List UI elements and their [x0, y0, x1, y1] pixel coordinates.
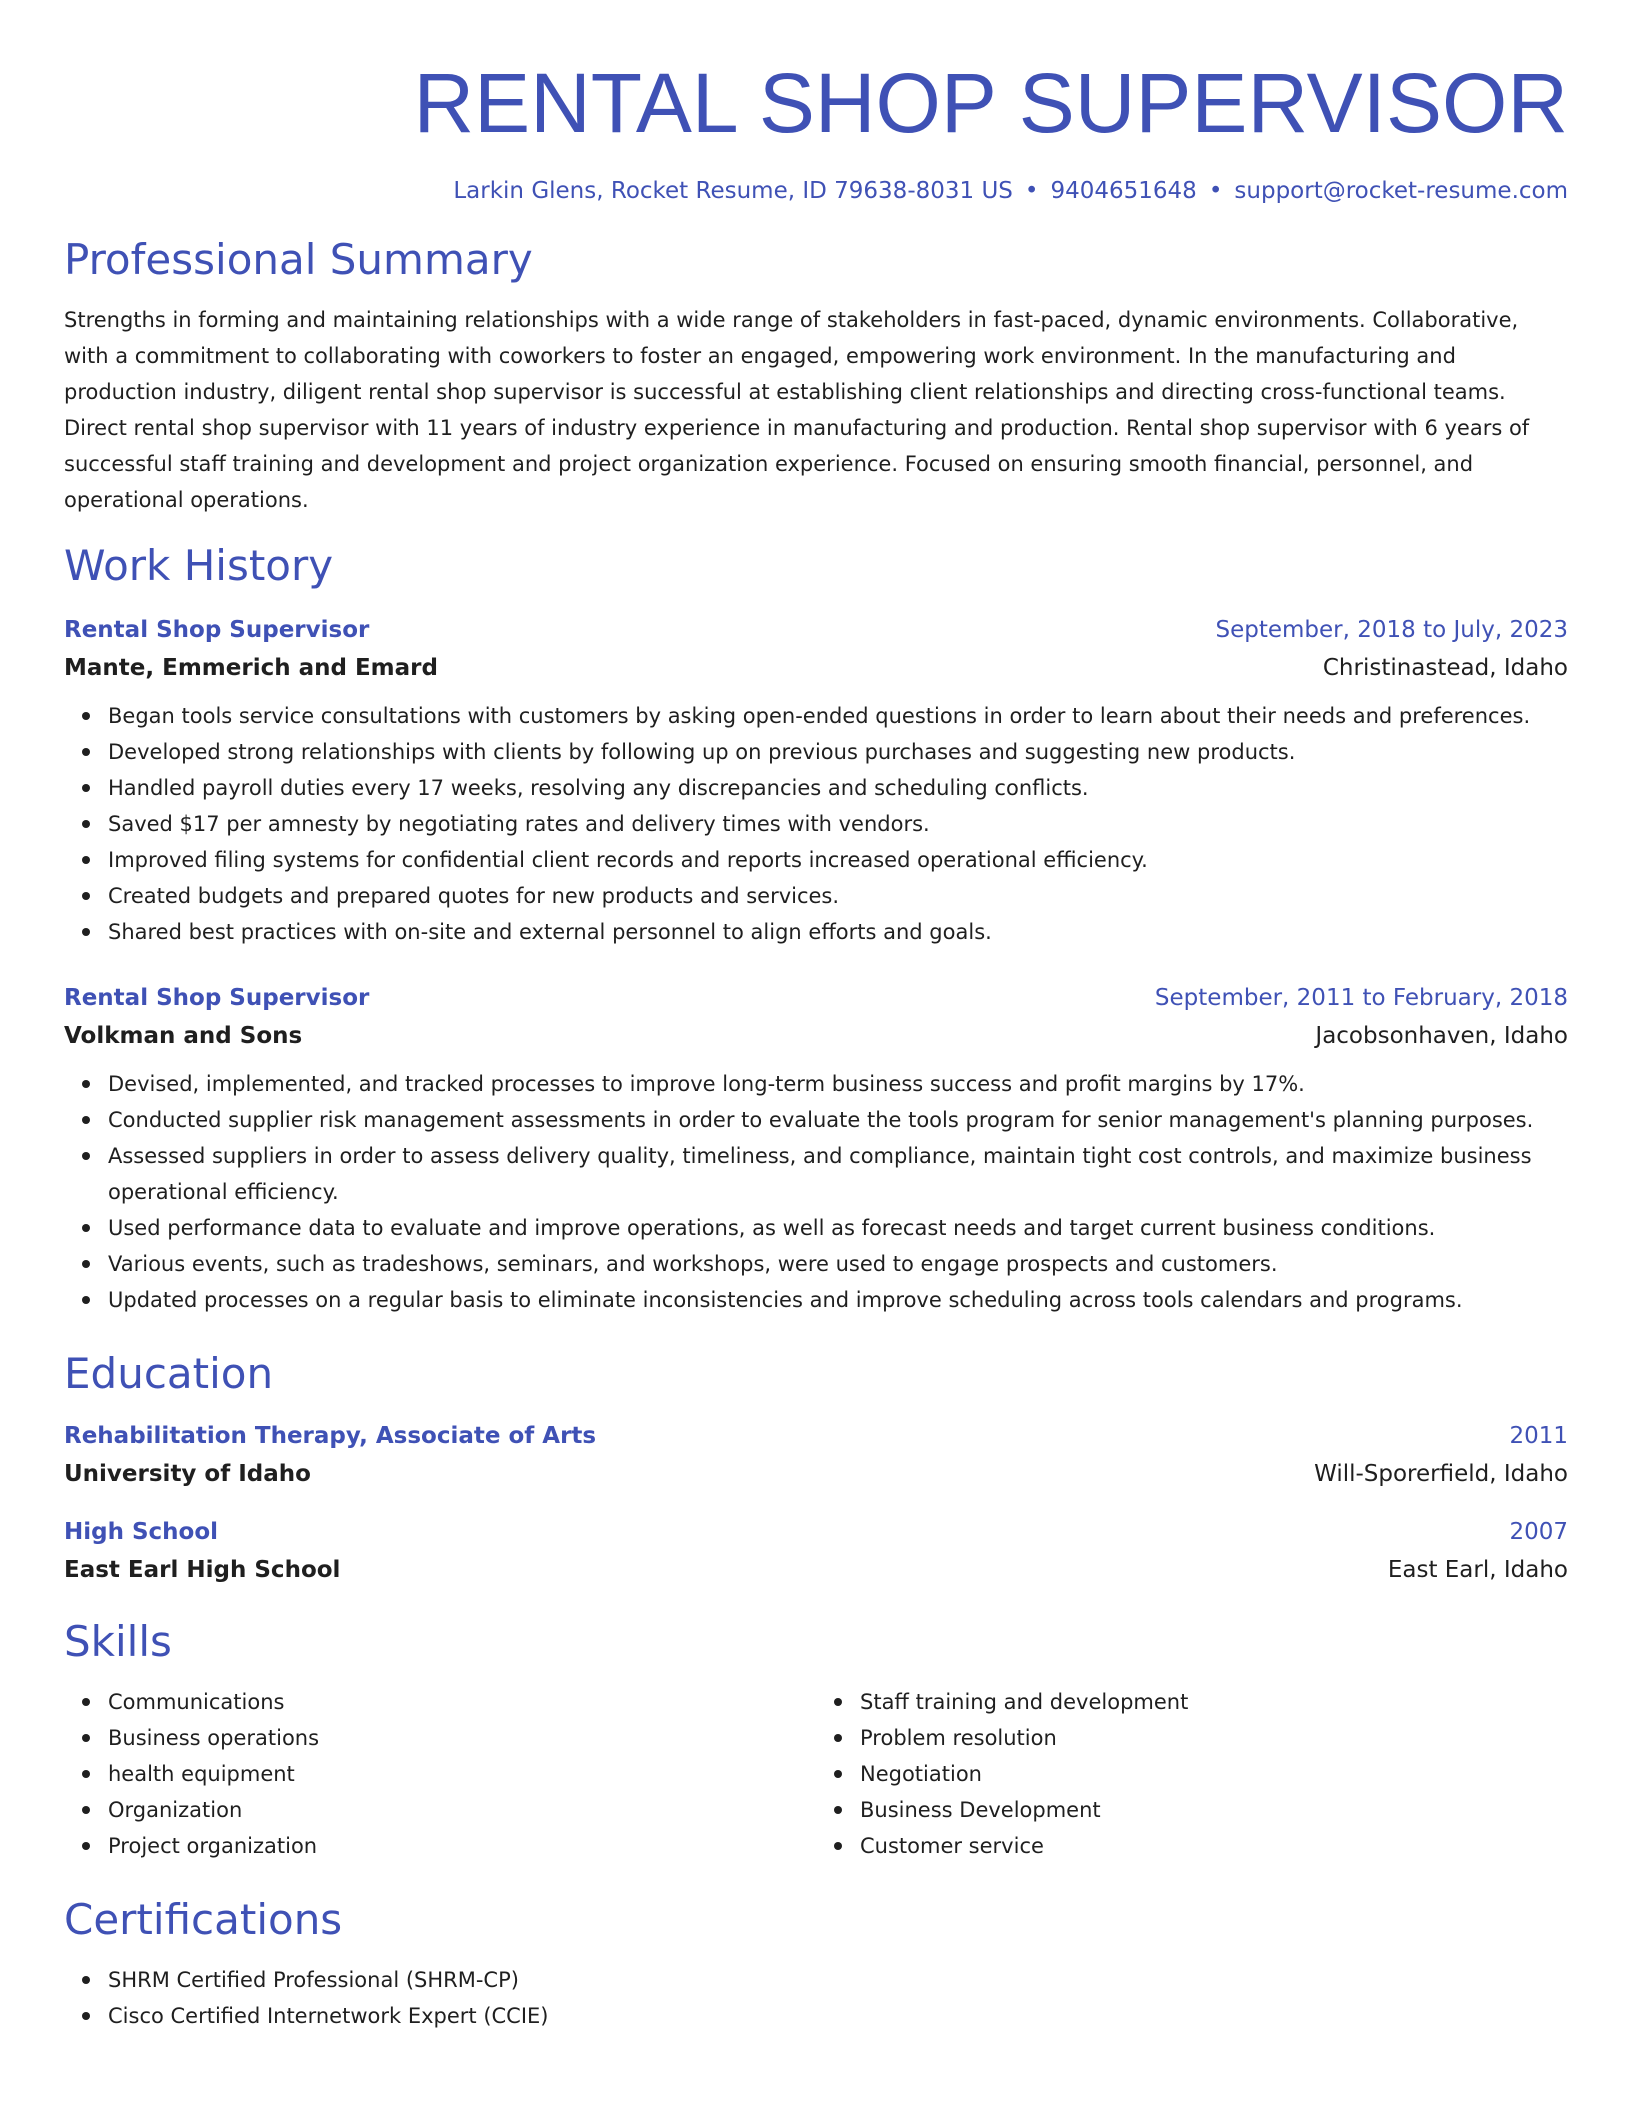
skill-item: health equipment [108, 1756, 816, 1792]
skill-item: Negotiation [860, 1756, 1568, 1792]
education-school: University of Idaho [64, 1461, 311, 1487]
skill-item: Organization [108, 1792, 816, 1828]
job-bullet: Assessed suppliers in order to assess delivery quality, timeliness, and compliance, maintain tight cost controls, and maximize business operational efficiency. [108, 1138, 1568, 1210]
job-company-row [64, 652, 1568, 684]
certification-item: SHRM Certified Professional (SHRM-CP) [108, 1962, 1568, 1998]
skill-item: Project organization [108, 1828, 816, 1864]
job-location: Jacobsonhaven, Idaho [1315, 1023, 1568, 1049]
section-title-certifications: Certifications [64, 1895, 343, 1944]
education-year: 2011 [1509, 1423, 1568, 1449]
skills-list-right [816, 1684, 1568, 1864]
education-location: East Earl, Idaho [1387, 1557, 1568, 1583]
education-degree: High School [64, 1519, 219, 1545]
education-degree: Rehabilitation Therapy, Associate of Arts [64, 1423, 597, 1449]
job-dates: September, 2011 to February, 2018 [1154, 985, 1568, 1011]
job-bullet: Conducted supplier risk management assessments in order to evaluate the tools program for senior management's planning purposes. [108, 1102, 1568, 1138]
certifications-list [64, 1962, 1568, 2034]
job-bullet: Updated processes on a regular basis to eliminate inconsistencies and improve scheduling across tools calendars and programs. [108, 1282, 1568, 1318]
education-entry [64, 1516, 1568, 1586]
section-title-work-history: Work History [64, 541, 334, 590]
job-bullet: Handled payroll duties every 17 weeks, resolving any discrepancies and scheduling conflicts. [108, 770, 1568, 806]
contact-separator: • [1024, 178, 1039, 204]
job-bullets [64, 698, 1568, 950]
job-bullet: Devised, implemented, and tracked processes to improve long-term business success and profit margins by 17%. [108, 1066, 1568, 1102]
job-role: Rental Shop Supervisor [64, 985, 370, 1011]
job-bullet: Began tools service consultations with customers by asking open-ended questions in order to learn about their needs and preferences. [108, 698, 1568, 734]
contact-address: Larkin Glens, Rocket Resume, ID 79638-8031 US [453, 178, 1013, 204]
job-entry [64, 982, 1568, 1318]
section-title-skills: Skills [64, 1617, 172, 1666]
education-school-row [64, 1458, 1568, 1490]
contact-email[interactable]: support@rocket-resume.com [1234, 178, 1568, 204]
job-bullet: Created budgets and prepared quotes for new products and services. [108, 878, 1568, 914]
section-title-education: Education [64, 1349, 274, 1398]
education-header-row [64, 1516, 1568, 1548]
job-header-row [64, 614, 1568, 646]
job-dates: September, 2018 to July, 2023 [1215, 617, 1568, 643]
job-bullet: Various events, such as tradeshows, seminars, and workshops, were used to engage prospects and customers. [108, 1246, 1568, 1282]
job-role: Rental Shop Supervisor [64, 617, 370, 643]
skill-item: Business Development [860, 1792, 1568, 1828]
job-bullet: Shared best practices with on-site and external personnel to align efforts and goals. [108, 914, 1568, 950]
summary-text: Strengths in forming and maintaining relationships with a wide range of stakeholders in fast-paced, dynamic environments. Collaborative, with a commitment to collaborating with coworkers to foster an engaged, empowering work environment. In the manufacturing and production industry, diligent rental shop supervisor is successful at establishing client relationships and directing cross-functional teams. Direct rental shop supervisor with 11 years of industry experience in manufacturing and production. Rental shop supervisor with 6 years of successful staff training and development and project organization experience. Focused on ensuring smooth financial, personnel, and operational operations. [64, 308, 1530, 512]
skill-item: Business operations [108, 1720, 816, 1756]
job-company-row [64, 1020, 1568, 1052]
contact-line [64, 176, 1568, 206]
education-header-row [64, 1420, 1568, 1452]
skill-item: Customer service [860, 1828, 1568, 1864]
education-location: Will-Sporerfield, Idaho [1314, 1461, 1568, 1487]
skill-item: Communications [108, 1684, 816, 1720]
contact-phone[interactable]: 9404651648 [1050, 178, 1197, 204]
job-company: Mante, Emmerich and Emard [64, 655, 438, 681]
job-company: Volkman and Sons [64, 1023, 303, 1049]
job-header-row [64, 982, 1568, 1014]
education-entry [64, 1420, 1568, 1490]
skills-columns [64, 1684, 1568, 1864]
resume-header [64, 48, 1568, 206]
certification-item: Cisco Certified Internetwork Expert (CCIE) [108, 1998, 1568, 2034]
job-bullet: Improved filing systems for confidential client records and reports increased operational efficiency. [108, 842, 1568, 878]
job-bullet: Saved $17 per amnesty by negotiating rates and delivery times with vendors. [108, 806, 1568, 842]
education-school-row [64, 1554, 1568, 1586]
job-entry [64, 614, 1568, 950]
skill-item: Problem resolution [860, 1720, 1568, 1756]
candidate-name: RENTAL SHOP SUPERVISOR [413, 56, 1568, 150]
education-school: East Earl High School [64, 1557, 341, 1583]
education-year: 2007 [1509, 1519, 1568, 1545]
contact-separator: • [1208, 178, 1223, 204]
section-title-summary: Professional Summary [64, 235, 533, 284]
job-bullets [64, 1066, 1568, 1318]
skill-item: Staff training and development [860, 1684, 1568, 1720]
job-location: Christinastead, Idaho [1322, 655, 1568, 681]
skills-list-left [64, 1684, 816, 1864]
job-bullet: Developed strong relationships with clients by following up on previous purchases and suggesting new products. [108, 734, 1568, 770]
job-bullet: Used performance data to evaluate and improve operations, as well as forecast needs and target current business conditions. [108, 1210, 1568, 1246]
